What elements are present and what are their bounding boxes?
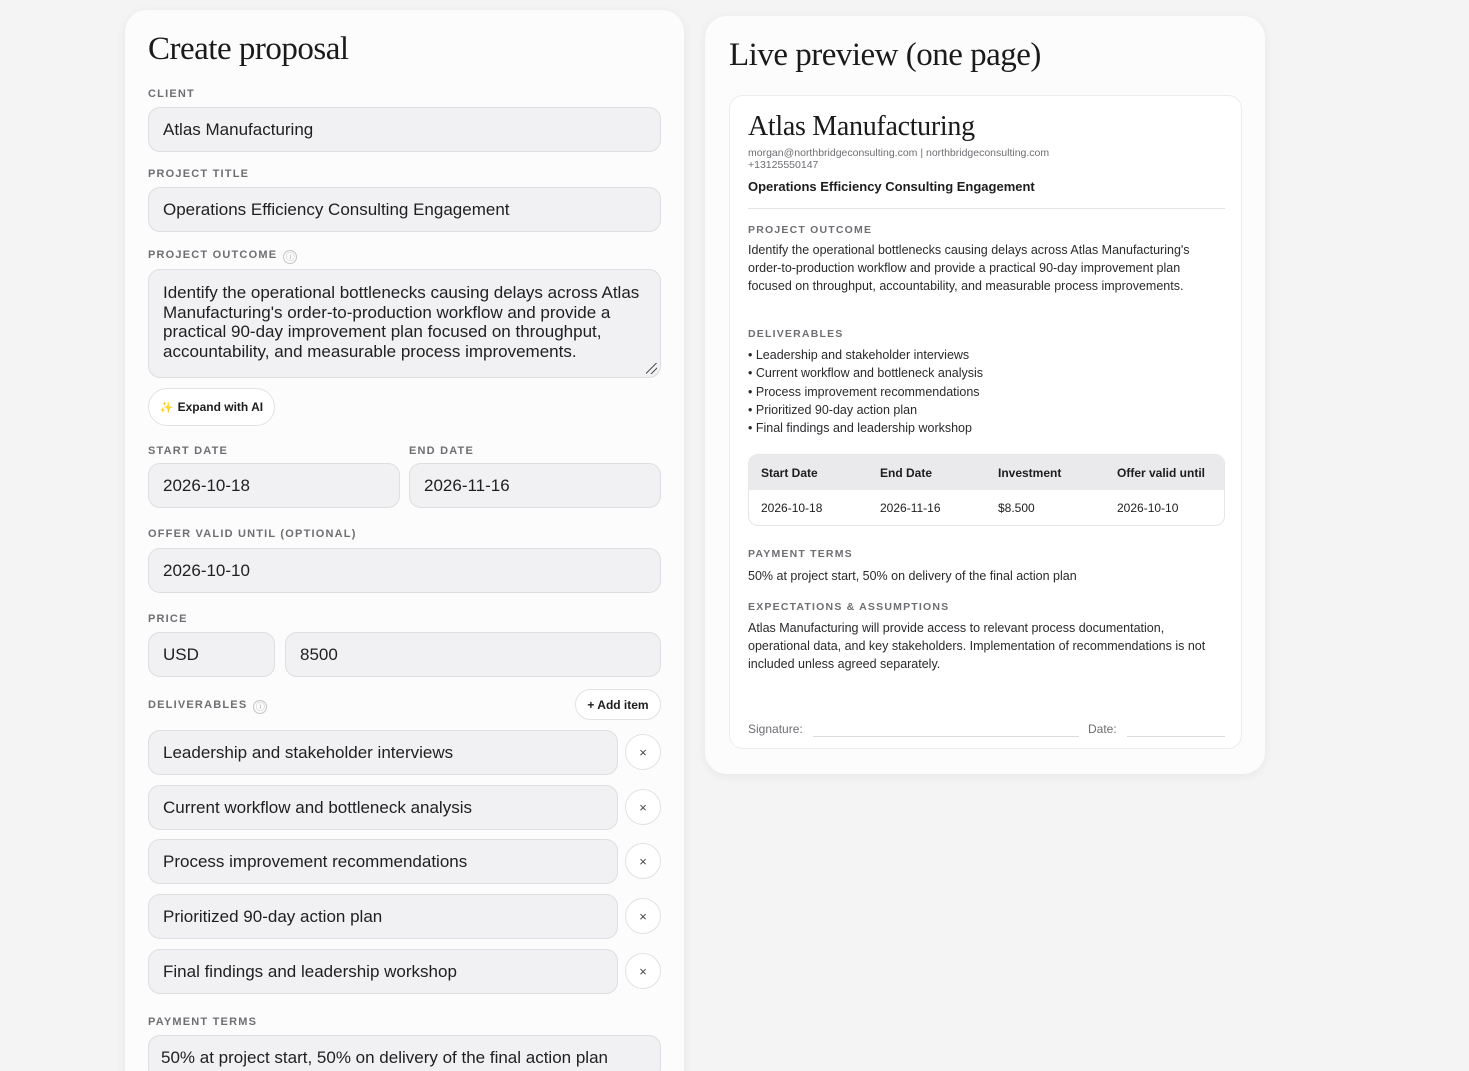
remove-deliverable-button[interactable]: × [625,789,661,825]
client-label: CLIENT [148,88,195,100]
doc-contact-line: morgan@northbridgeconsulting.com | northbridgeconsulting.com [748,147,1050,159]
offer-valid-label: OFFER VALID UNTIL (OPTIONAL) [148,528,357,540]
start-date-label: START DATE [148,445,229,457]
project-outcome-textarea[interactable] [148,269,661,378]
deliverable-input[interactable]: Final findings and leadership workshop [148,949,618,994]
payment-terms-label: PAYMENT TERMS [148,1016,258,1028]
project-outcome-text: Identify the operational bottlenecks causing delays across Atlas Manufacturing's order-to-production workflow and provide a practical 90-day improvement plan focused on throughput, accountability, and measurable process improvements. [163,283,640,361]
client-input[interactable]: Atlas Manufacturing [148,107,661,152]
remove-deliverable-button[interactable]: × [625,953,661,989]
doc-payment-text: 50% at project start, 50% on delivery of the final action plan [748,569,1077,583]
offer-valid-input[interactable]: 2026-10-10 [148,548,661,593]
list-item: • Current workflow and bottleneck analysis [748,364,983,382]
remove-deliverable-button[interactable]: × [625,898,661,934]
deliverable-input[interactable]: Current workflow and bottleneck analysis [148,785,618,830]
deliverable-input[interactable]: Leadership and stakeholder interviews [148,730,618,775]
doc-divider [748,208,1225,209]
start-date-input[interactable]: 2026-10-18 [148,463,400,508]
proposal-editor-panel [125,10,684,1071]
doc-deliverables-label: DELIVERABLES [748,328,844,340]
deliverable-input[interactable]: Prioritized 90-day action plan [148,894,618,939]
remove-deliverable-button[interactable]: × [625,734,661,770]
resize-handle-icon[interactable] [646,363,657,374]
signature-line [813,736,1079,737]
table-header-cell: Offer valid until [1117,466,1206,480]
doc-client-name: Atlas Manufacturing [748,111,975,142]
expand-with-ai-label: Expand with AI [177,400,264,414]
live-preview-panel [705,16,1265,774]
doc-expectations-label: EXPECTATIONS & ASSUMPTIONS [748,601,950,613]
table-header-cell: Investment [998,466,1062,480]
price-amount-input[interactable]: 8500 [285,632,661,677]
doc-date-label: Date: [1088,722,1117,736]
add-item-button[interactable]: + Add item [575,689,661,720]
table-header-cell: End Date [880,466,933,480]
preview-title: Live preview (one page) [729,37,1041,73]
list-item: • Prioritized 90-day action plan [748,401,983,419]
table-cell: 2026-10-10 [1117,501,1179,515]
end-date-label: END DATE [409,445,475,457]
proposal-document [729,95,1242,749]
page-title: Create proposal [148,31,349,67]
expand-with-ai-button[interactable] [148,388,275,426]
end-date-input[interactable]: 2026-11-16 [409,463,661,508]
table-cell: 2026-10-18 [761,501,823,515]
payment-terms-input[interactable]: 50% at project start, 50% on delivery of the final action plan [148,1035,661,1071]
table-cell: $8.500 [998,501,1035,515]
list-item: • Leadership and stakeholder interviews [748,346,983,364]
list-item: • Process improvement recommendations [748,383,983,401]
project-outcome-label: PROJECT OUTCOME ⓘ [148,249,297,264]
doc-outcome-label: PROJECT OUTCOME [748,224,873,236]
price-label: PRICE [148,613,188,625]
doc-deliverables-list [748,346,983,437]
deliverable-input[interactable]: Process improvement recommendations [148,839,618,884]
project-title-label: PROJECT TITLE [148,168,250,180]
doc-project-title: Operations Efficiency Consulting Engagement [748,179,1035,194]
doc-payment-label: PAYMENT TERMS [748,548,853,560]
date-line [1127,736,1225,737]
doc-outcome-text: Identify the operational bottlenecks causing delays across Atlas Manufacturing's order-to-production workflow and provide a practical 90-day improvement plan focused on throughput, accountability, and measurable process improvements. [748,243,1190,293]
doc-summary-table [748,454,1225,526]
info-icon[interactable]: ⓘ [253,700,267,714]
list-item: • Final findings and leadership workshop [748,419,983,437]
table-header-cell: Start Date [761,466,818,480]
doc-expectations-text: Atlas Manufacturing will provide access to relevant process documentation, operational data, and key stakeholders. Implementation of recommendations is not included unless agreed separately. [748,621,1206,671]
project-title-input[interactable]: Operations Efficiency Consulting Engagement [148,187,661,232]
table-cell: 2026-11-16 [880,501,941,515]
remove-deliverable-button[interactable]: × [625,843,661,879]
doc-phone: +13125550147 [748,159,819,171]
deliverables-label: DELIVERABLES ⓘ [148,699,267,714]
sparkles-icon: ✨ [159,401,174,414]
currency-select[interactable]: USD [148,632,275,677]
info-icon[interactable]: ⓘ [283,250,297,264]
doc-signature-label: Signature: [748,722,803,736]
